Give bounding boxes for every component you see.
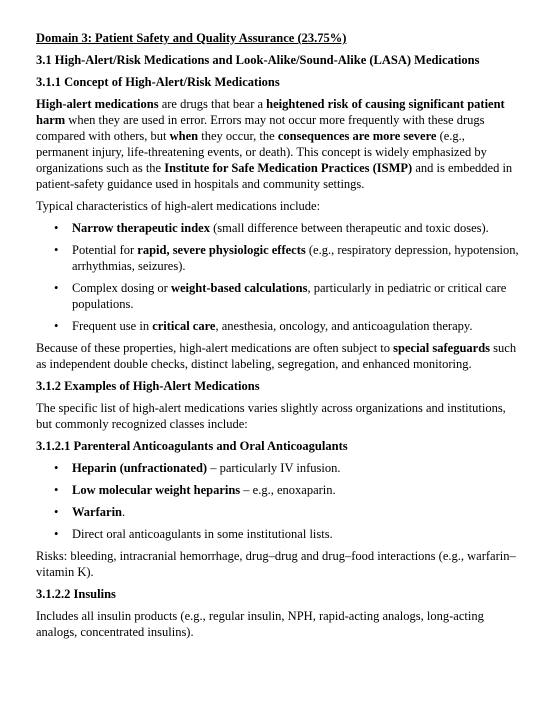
characteristics-list [36,220,520,334]
section-heading-3-1-2-2: 3.1.2.2 Insulins [36,587,116,601]
list-item-post: Direct oral anticoagulants in some institutional lists. [72,527,333,541]
safeguards-text-2: such as independent double checks, distinct labeling, segregation, and enhanced monitoring. [36,341,517,371]
insulins-paragraph: Includes all insulin products (e.g., regular insulin, NPH, rapid-acting analogs, long-acting analogs, concentrated insulins). [36,609,484,639]
list-item-bold: weight-based calculations [170,281,308,295]
list-item-post: , particularly in pediatric or critical care populations. [72,281,507,311]
list-item-bold: critical care [152,319,216,333]
list-item [72,318,520,334]
intro-bold-1: High-alert medications [36,97,159,111]
risks-paragraph: Risks: bleeding, intracranial hemorrhage, drug–drug and drug–food interactions (e.g., warfarin–vitamin K). [36,549,516,579]
list-item [72,242,520,274]
list-item [72,460,520,476]
intro-text-5: and is embedded in patient-safety guidance used in hospitals and community settings. [36,161,513,191]
intro-bold-5: Institute for Safe Medication Practices (ISMP) [164,161,413,175]
safeguards-bold: special safeguards [393,341,491,355]
list-item [72,220,520,236]
intro-bold-4: consequences are more severe [277,129,437,143]
intro-paragraph [36,96,520,192]
intro-text-2: when they are used in error. Errors may not occur more frequently with these drugs compared with others, but [36,113,485,143]
list-item-pre: Complex dosing or [72,281,171,295]
list-item-bold: rapid, severe physiologic effects [137,243,306,257]
list-item [72,280,520,312]
list-item-post: , anesthesia, oncology, and anticoagulation therapy. [215,319,473,333]
list-item-post: – e.g., enoxaparin. [240,483,336,497]
list-item-bold: Narrow therapeutic index [72,221,210,235]
list-item [72,504,520,520]
list-item-post: (e.g., respiratory depression, hypotension, arrhythmias, seizures). [72,243,519,273]
list-item-bold: Low molecular weight heparins [72,483,241,497]
list-item-post: . [122,505,126,519]
list-item-bold: Warfarin [72,505,122,519]
characteristics-intro: Typical characteristics of high-alert medications include: [36,199,321,213]
intro-text-4: (e.g., permanent injury, life-threatening events, or death). This concept is widely emphasized by organizations such as the [36,129,487,175]
section-heading-3-1-2-1: 3.1.2.1 Parenteral Anticoagulants and Oral Anticoagulants [36,439,348,453]
list-item-pre: Frequent use in [72,319,153,333]
intro-bold-3: when [169,129,199,143]
section-heading-3-1: 3.1 High-Alert/Risk Medications and Look-Alike/Sound-Alike (LASA) Medications [36,53,480,67]
list-item [72,482,520,498]
safeguards-text-1: Because of these properties, high-alert medications are often subject to [36,341,394,355]
list-item-bold: Heparin (unfractionated) [72,461,208,475]
section-heading-3-1-1: 3.1.1 Concept of High-Alert/Risk Medications [36,75,280,89]
list-item-post: (small difference between therapeutic and toxic doses). [209,221,489,235]
list-item [72,526,520,542]
examples-intro: The specific list of high-alert medications varies slightly across organizations and institutions, but commonly recognized classes include: [36,401,506,431]
list-item-post: – particularly IV infusion. [207,461,341,475]
anticoagulants-list [36,460,520,542]
safeguards-paragraph [36,340,520,372]
intro-bold-2: heightened risk of causing significant patient harm [36,97,505,127]
list-item-pre: Potential for [72,243,138,257]
intro-text-1: are drugs that bear a [158,97,267,111]
domain-heading: Domain 3: Patient Safety and Quality Assurance (23.75%) [36,31,347,45]
section-heading-3-1-2: 3.1.2 Examples of High-Alert Medications [36,379,260,393]
intro-text-3: they occur, the [198,129,278,143]
